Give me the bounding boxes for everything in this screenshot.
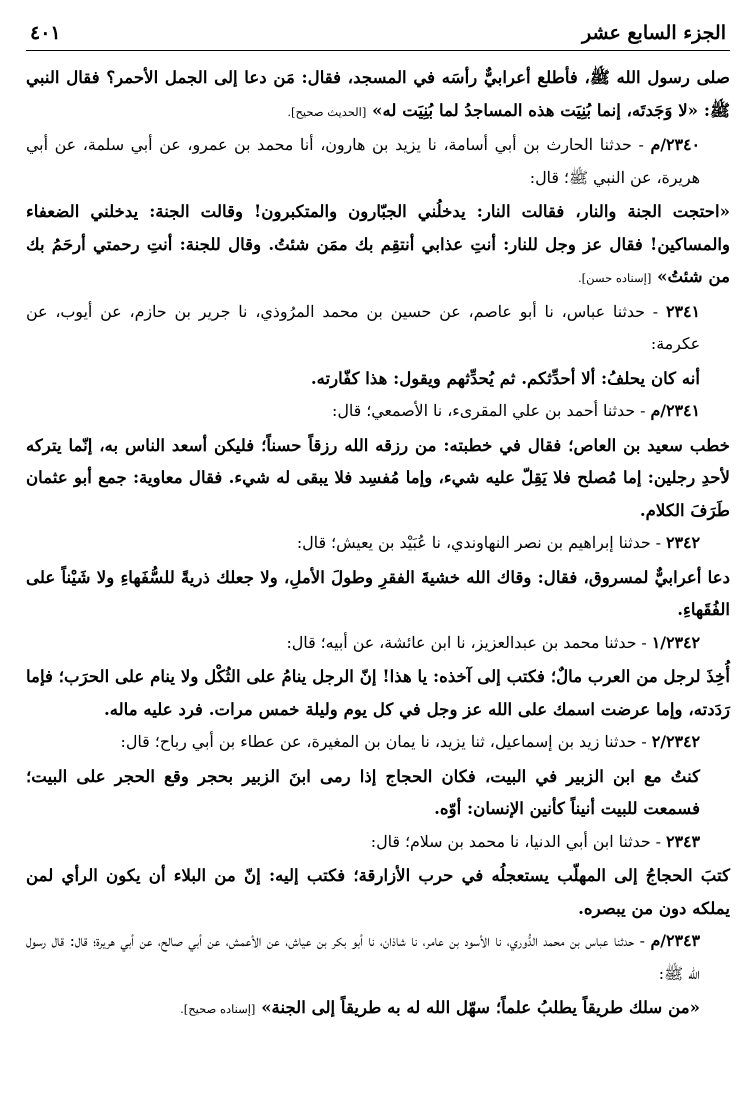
hadith-chain bbox=[26, 925, 730, 990]
hadith-chain bbox=[26, 296, 730, 361]
paragraph-text: - حدثنا أحمد بن علي المقرىء، نا الأصمعي؛ قال: bbox=[332, 401, 646, 420]
paragraph-text: أنه كان يحلفُ: ألا أحدِّثكم. ثم يُحدِّثهم ويقول: هذا كفّارته. bbox=[310, 367, 700, 388]
hadith-chain bbox=[26, 129, 730, 194]
grade-note: [إسناده صحيح]. bbox=[180, 1002, 256, 1016]
paragraph-text: «من سلك طريقاً يطلبُ علماً؛ سهّل الله له به طريقاً إلى الجنة» bbox=[261, 997, 700, 1017]
hadith-number: ٢٣٤٢ bbox=[666, 533, 700, 552]
hadith-chain bbox=[26, 395, 730, 428]
hadith-chain bbox=[26, 627, 730, 660]
hadith-chain bbox=[26, 726, 730, 759]
hadith-number: ٢٣٤٣ bbox=[666, 831, 700, 851]
paragraph-text: صلى رسول الله ﷺ، فأطلع أعرابيٌّ رأسَه في المسجد، فقال: مَن دعا إلى الجمل الأحمر؟ فقال النبي ﷺ: «لا وَجَدتَه، إنما بُنِيَت هذه المساجدُ لما بُنِيَت له» bbox=[26, 67, 730, 120]
paragraph-text: - حدثنا محمد بن عبدالعزيز، نا ابن عائشة، عن أبيه؛ قال: bbox=[286, 632, 647, 652]
paragraph-text: «احتجت الجنة والنار، فقالت النار: يدخلُني الجبّارون والمتكبرون! وقالت الجنة: يدخلني الضعفاء والمساكين! فقال عز وجل للنار: أنتِ عذابي أنتقِم بك ممَن شئتُ. وقال للجنة: أنتِ رحمتي أرحَمُ بك من شئتُ» bbox=[26, 201, 730, 286]
hadith-number: ٢٣٤٣/م bbox=[650, 931, 700, 950]
hadith-text bbox=[26, 429, 730, 527]
part-title: الجزء السابع عشر bbox=[582, 22, 726, 44]
hadith-text bbox=[26, 760, 730, 825]
hadith-number: ٢٣٤٠/م bbox=[650, 135, 700, 154]
hadith-text bbox=[26, 991, 730, 1026]
paragraph-text: - حدثنا عباس، نا أبو عاصم، عن حسين بن محمد المرُوذي، نا جرير بن حازم، عن أيوب، عن عكرمة: bbox=[26, 301, 700, 353]
hadith-text bbox=[26, 859, 730, 924]
hadith-chain bbox=[26, 527, 730, 560]
paragraph-text: - حدثنا الحارث بن أبي أسامة، نا يزيد بن هارون، أنا محمد بن عمرو، عن أبي سلمة، عن أبي هريرة، عن النبي ﷺ؛ قال: bbox=[26, 135, 700, 187]
paragraph-text: كتبَ الحجاجُ إلى المهلّب يستعجلُه في حرب الأزارقة؛ فكتب إليه: إنّ من البلاء أن يكون الرأي لمن يملكه دون من يبصره. bbox=[26, 865, 730, 918]
hadith-chain bbox=[26, 826, 730, 859]
paragraph-text: - حدثنا عباس بن محمد الدُّوري، نا الأسود بن عامر، نا شاذان، نا أبو بكر بن عياش، عن الأعمش، عن أبي صالح، عن أبي هريرة؛ قال: قال رسول الله ﷺ: bbox=[26, 931, 700, 983]
page-body bbox=[26, 61, 730, 1026]
hadith-number: ١/٢٣٤٢ bbox=[651, 632, 700, 652]
hadith-number: ٢٣٤١ bbox=[666, 301, 700, 321]
hadith-text bbox=[26, 61, 730, 128]
hadith-text bbox=[26, 195, 730, 295]
hadith-text bbox=[26, 561, 730, 626]
paragraph-text: كنتُ مع ابن الزبير في البيت، فكان الحجاج إذا رمى ابنَ الزبير بحجر وقع الحجر على البيت؛ فسمعت للبيت أنيناً كأنين الإنسان: أوّه. bbox=[26, 765, 700, 818]
hadith-number: ٢٣٤١/م bbox=[650, 401, 700, 420]
paragraph-text: دعا أعرابيٌّ لمسروق، فقال: وقاك الله خشيةَ الفقرِ وطولَ الأملِ، ولا جعلك ذريةً للسُّفَهاءِ ولا شَيْناً على الفُقَهاءِ. bbox=[26, 566, 730, 619]
page-number: ٤٠١ bbox=[30, 22, 61, 44]
paragraph-text: - حدثنا زيد بن إسماعيل، ثنا يزيد، نا يمان بن المغيرة، عن عطاء بن أبي رباح؛ قال: bbox=[120, 732, 647, 751]
hadith-text bbox=[26, 660, 730, 725]
page-header bbox=[26, 22, 730, 51]
grade-note: [الحديث صحيح]. bbox=[287, 104, 367, 119]
grade-note: [إسناده حسن]. bbox=[577, 271, 652, 285]
hadith-text bbox=[26, 362, 730, 395]
paragraph-text: - حدثنا ابن أبي الدنيا، نا محمد بن سلام؛ قال: bbox=[370, 831, 662, 851]
hadith-number: ٢/٢٣٤٢ bbox=[651, 732, 700, 751]
paragraph-text: - حدثنا إبراهيم بن نصر النهاوندي، نا عُبَيْد بن يعيش؛ قال: bbox=[296, 533, 662, 552]
paragraph-text: أُخِذَ لرجل من العرب مالٌ؛ فكتب إلى آخذه: يا هذا! إنّ الرجل ينامُ على الثُكْل ولا ينام على الحرَب؛ فإما رَدَدته، وإما عرضت اسمك على الله عز وجل في كل يوم وليلة خمس مرات. فرد عليه ماله. bbox=[26, 666, 730, 719]
paragraph-text: خطب سعيد بن العاص؛ فقال في خطبته: من رزقه الله رزقاً حسناً؛ فليكن أسعد الناس به، إنّما يتركه لأحدِ رجلين: إما مُصلح فلا يَقِلّ عليه شيء، وإما مُفسِد فلا يبقى له شيء. فقال معاوية: جمع أبو عثمان طَرَفَ الكلام. bbox=[26, 434, 730, 520]
